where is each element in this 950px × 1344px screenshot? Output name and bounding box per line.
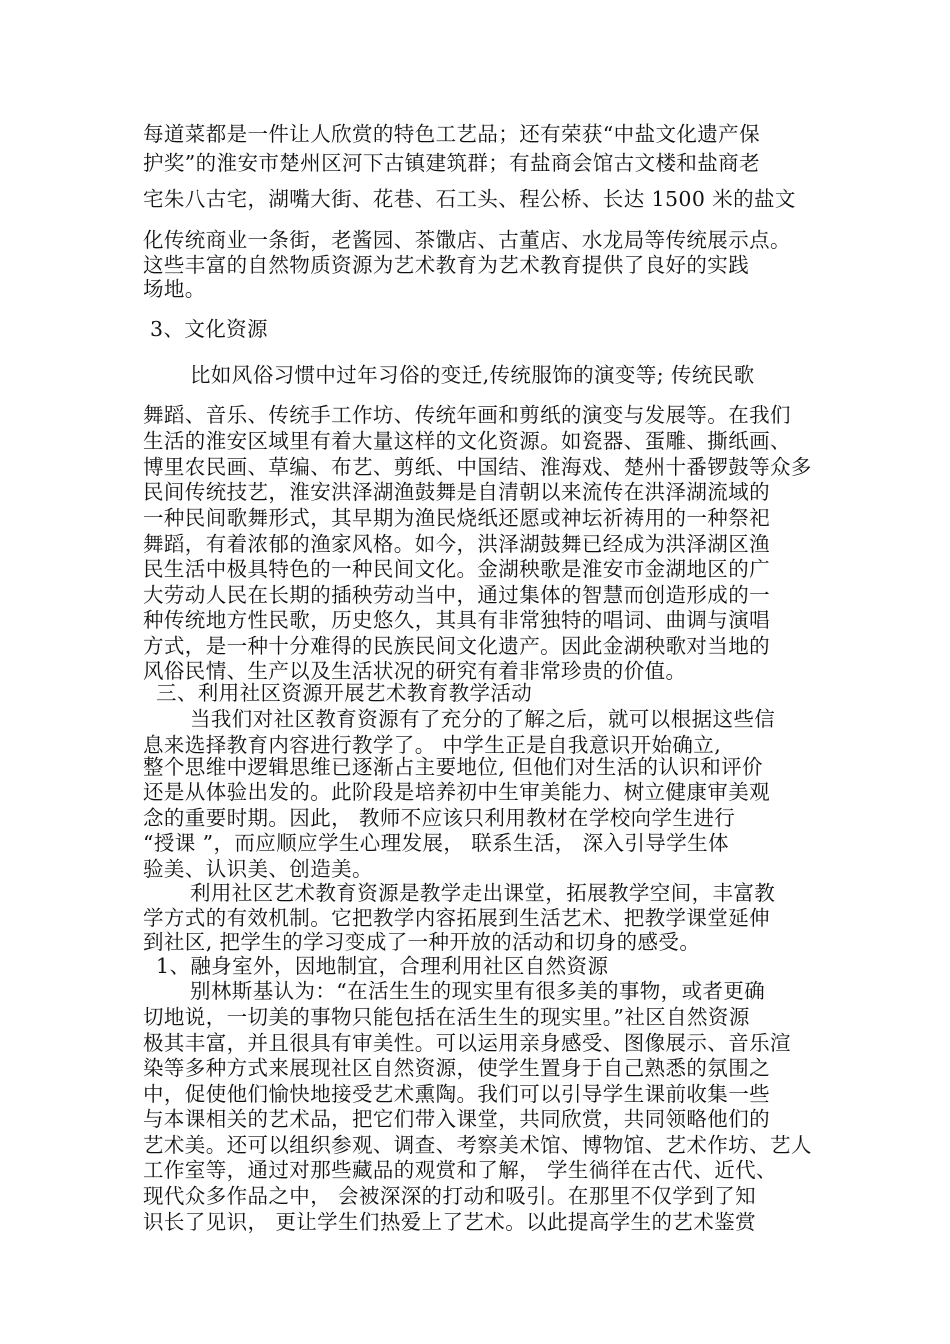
body-line: 场地。 — [143, 277, 206, 301]
body-line: 种传统地方性民歌，历史悠久，其具有非常独特的唱词、曲调与演唱 — [143, 608, 770, 632]
body-line: 宅朱八古宅，湖嘴大街、花巷、石工头、程公桥、长达 1500 米的盐文 — [143, 187, 796, 211]
body-line: 利用社区艺术教育资源是教学走出课堂，拓展教学空间，丰富教 — [190, 881, 776, 905]
body-line: 别林斯基认为：“在活生生的现实里有很多美的事物，或者更确 — [190, 979, 766, 1003]
body-line: 验美、认识美、创造美。 — [143, 857, 373, 881]
body-line: 每道菜都是一件让人欣赏的特色工艺品；还有荣获“中盐文化遗产保 — [143, 122, 760, 146]
body-line: 方式，是一种十分难得的民族民间文化遗产。因此金湖秧歌对当地的 — [143, 634, 770, 658]
body-line: 护奖”的淮安市楚州区河下古镇建筑群；有盐商会馆古文楼和盐商老 — [143, 151, 760, 175]
body-line: 念的重要时期。因此， 教师不应该只利用教材在学校向学生进行 — [143, 806, 736, 830]
body-line: 当我们对社区教育资源有了充分的了解之后，就可以根据这些信 — [190, 707, 776, 731]
body-line: 舞蹈，有着浓郁的渔家风格。如今，洪泽湖鼓舞已经成为洪泽湖区渔 — [143, 532, 770, 556]
body-line: 舞蹈、音乐、传统手工作坊、传统年画和剪纸的演变与发展等。在我们 — [143, 403, 791, 427]
body-line: 博里农民画、草编、布艺、剪纸、中国结、淮海戏、楚州十番锣鼓等众多 — [143, 455, 812, 479]
body-line: 染等多种方式来展现社区自然资源，使学生置身于自己熟悉的氛围之 — [143, 1056, 770, 1080]
body-line: “授课 ”，而应顺应学生心理发展， 联系生活， 深入引导学生体 — [143, 831, 729, 855]
body-line: 与本课相关的艺术品，把它们带入课堂，共同欣赏，共同领略他们的 — [143, 1107, 770, 1131]
body-line: 还是从体验出发的。此阶段是培养初中生审美能力、树立健康审美观 — [143, 780, 770, 804]
body-line: 这些丰富的自然物质资源为艺术教育为艺术教育提供了良好的实践 — [143, 253, 750, 277]
section-heading: 3、文化资源 — [150, 317, 268, 341]
body-line: 工作室等，通过对那些藏品的观赏和了解， 学生徜徉在古代、近代、 — [143, 1158, 777, 1182]
body-line: 切地说，一切美的事物只能包括在活生生的现实里。”社区自然资源 — [143, 1005, 750, 1029]
body-line: 到社区, 把学生的学习变成了一种开放的活动和切身的感受。 — [143, 930, 701, 954]
body-line: 一种民间歌舞形式，其早期为渔民烧纸还愿或神坛祈祷用的一种祭祀 — [143, 506, 770, 530]
body-line: 息来选择教育内容进行教学了。 中学生正是自我意识开始确立, — [143, 733, 722, 757]
body-line: 民间传统技艺，淮安洪泽湖渔鼓舞是自清朝以来流传在洪泽湖流域的 — [143, 480, 770, 504]
section-heading: 三、利用社区资源开展艺术教育教学活动 — [156, 681, 533, 705]
body-line: 现代众多作品之中， 会被深深的打动和吸引。在那里不仅学到了知 — [143, 1184, 757, 1208]
body-line: 化传统商业一条街，老酱园、茶馓店、古董店、水龙局等传统展示点。 — [143, 228, 791, 252]
body-line: 艺术美。还可以组织参观、调查、考察美术馆、博物馆、艺术作坊、艺人 — [143, 1133, 812, 1157]
body-line: 识长了见识， 更让学生们热爱上了艺术。以此提高学生的艺术鉴赏 — [143, 1210, 757, 1234]
body-line: 极其丰富，并且很具有审美性。可以运用亲身感受、图像展示、音乐渲 — [143, 1031, 791, 1055]
body-line: 风俗民情、生产以及生活状况的研究有着非常珍贵的价值。 — [143, 659, 687, 683]
body-line: 生活的淮安区域里有着大量这样的文化资源。如瓷器、蛋雕、撕纸画、 — [143, 429, 791, 453]
body-line: 中，促使他们愉快地接受艺术熏陶。我们可以引导学生课前收集一些 — [143, 1082, 770, 1106]
body-line: 整个思维中逻辑思维已逐渐占主要地位, 但他们对生活的认识和评价 — [143, 755, 763, 779]
body-line: 学方式的有效机制。它把教学内容拓展到生活艺术、把教学课堂延伸 — [143, 906, 770, 930]
body-line: 民生活中极具特色的一种民间文化。金湖秧歌是淮安市金湖地区的广 — [143, 557, 770, 581]
body-line: 大劳动人民在长期的插秧劳动当中，通过集体的智慧而创造形成的一 — [143, 583, 770, 607]
section-heading: 1、融身室外，因地制宜，合理利用社区自然资源 — [156, 954, 609, 978]
body-line: 比如风俗习惯中过年习俗的变迁,传统服饰的演变等; 传统民歌 — [190, 363, 755, 387]
